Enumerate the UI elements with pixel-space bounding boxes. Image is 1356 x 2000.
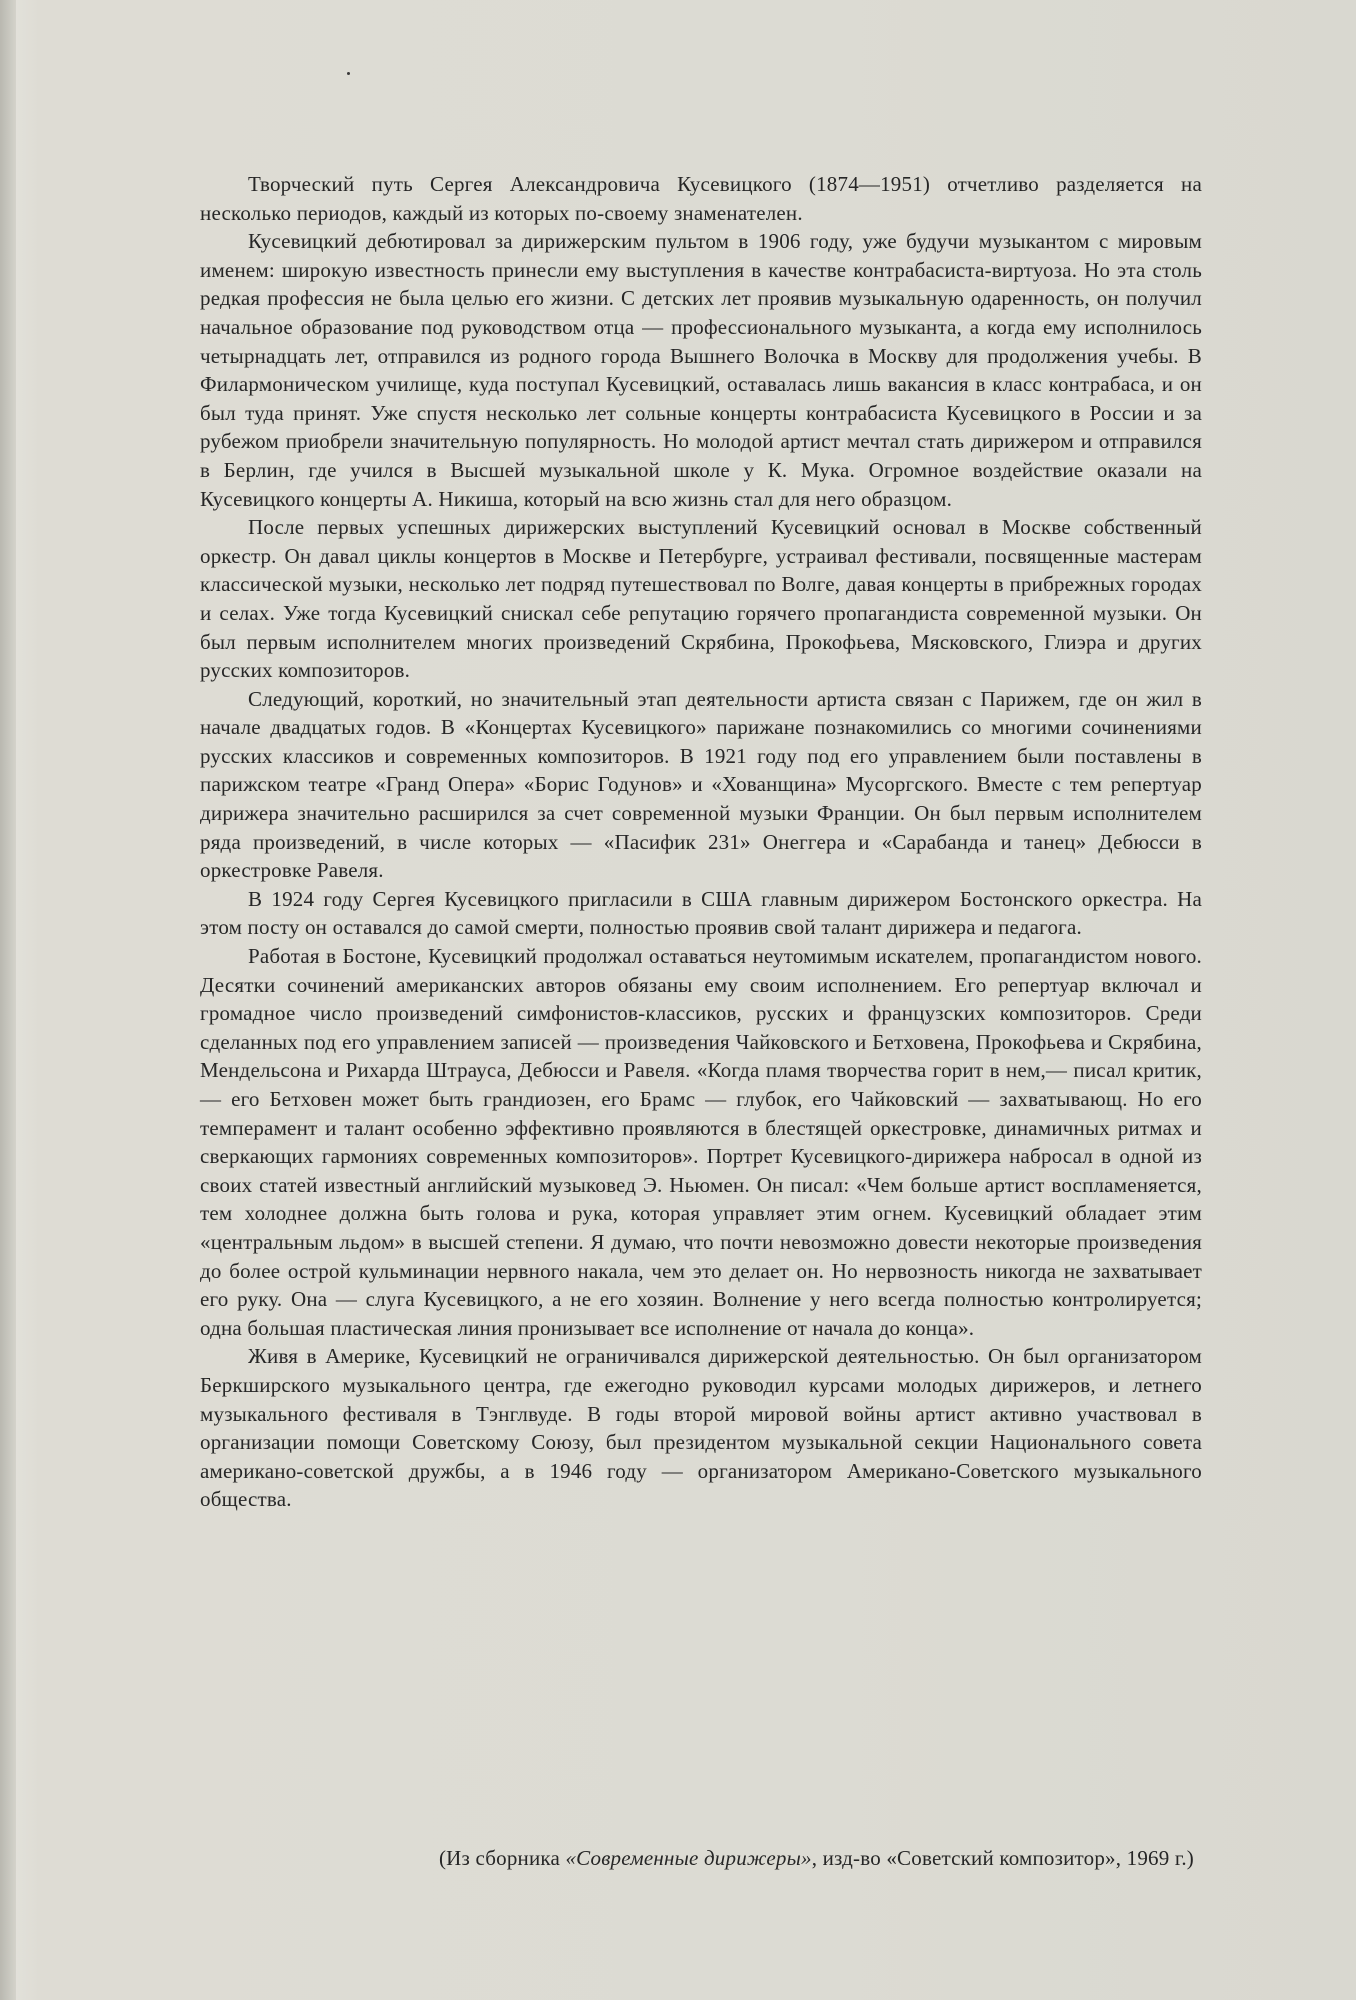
source-suffix: , изд-во «Советский композитор», 1969 г.) [811,1846,1194,1870]
source-citation [439,1844,1194,1872]
paragraph-intro: Творческий путь Сергея Александровича Кусевицкого (1874—1951) отчетливо разделяется на несколько периодов, каждый из которых по-своему знаменателен. [200,172,1202,225]
paragraph-america: Живя в Америке, Кусевицкий не ограничивался дирижерской деятельностью. Он был организатором Беркширского музыкального центра, где ежегодно руководил курсами молодых дирижеров, и летнего музыкального фестиваля в Тэнглвуде. В годы второй мировой войны артист активно участвовал в организации помощи Советскому Союзу, был президентом музыкальной секции Национального совета американо-советской дружбы, а в 1946 году — организатором Американо-Советского музыкального общества. [200,1344,1202,1512]
paragraph-paris: Следующий, короткий, но значительный этап деятельности артиста связан с Парижем, где он жил в начале двадцатых годов. В «Концертах Кусевицкого» парижане познакомились со многими сочинениями русских классиков и современных композиторов. В 1921 году под его управлением были поставлены в парижском театре «Гранд Опера» «Борис Годунов» и «Хованщина» Мусоргского. Вместе с тем репертуар дирижера значительно расширился за счет современной музыки Франции. Он был первым исполнителем ряда произведений, в числе которых — «Пасифик 231» Онеггера и «Сарабанда и танец» Дебюсси в оркестровке Равеля. [200,686,1202,883]
source-title: «Современные дирижеры» [565,1846,812,1870]
paper-speck [347,72,350,75]
paragraph-moscow-orchestra: После первых успешных дирижерских выступлений Кусевицкий основал в Москве собственный оркестр. Он давал циклы концертов в Москве и Петербурге, устраивал фестивали, посвященные мастерам классической музыки, несколько лет подряд путешествовал по Волге, давая концерты в прибрежных городах и селах. Уже тогда Кусевицкий снискал себе репутацию горячего пропагандиста современной музыки. Он был первым исполнителем многих произведений Скрябина, Прокофьева, Мясковского, Глиэра и других русских композиторов. [200,515,1202,683]
source-prefix: (Из сборника [438,1846,566,1870]
article-body [200,170,1202,1514]
binding-edge [0,0,16,2000]
paragraph-boston-invitation: В 1924 году Сергея Кусевицкого пригласили в США главным дирижером Бостонского оркестра. На этом посту он оставался до самой смерти, полностью проявив свой талант дирижера и педагога. [200,886,1202,940]
paragraph-debut: Кусевицкий дебютировал за дирижерским пультом в 1906 году, уже будучи музыкантом с мировым именем: широкую известность принесли ему выступления в качестве контрабасиста-виртуоза. Но эта столь редкая профессия не была целью его жизни. С детских лет проявив музыкальную одаренность, он получил начальное образование под руководством отца — профессионального музыканта, а когда ему исполнилось четырнадцать лет, отправился из родного города Вышнего Волочка в Москву для продолжения учебы. В Филармоническом училище, куда поступал Кусевицкий, оставалась лишь вакансия в класс контрабаса, и он был туда принят. Уже спустя несколько лет сольные концерты контрабасиста Кусевицкого в России и за рубежом приобрели значительную популярность. Но молодой артист мечтал стать дирижером и отправился в Берлин, где учился в Высшей музыкальной школе у К. Мука. Огромное воздействие оказали на Кусевицкого концерты А. Никиша, который на всю жизнь стал для него образцом. [200,229,1202,511]
paragraph-boston-work: Работая в Бостоне, Кусевицкий продолжал оставаться неутомимым искателем, пропагандистом нового. Десятки сочинений американских авторов обязаны ему своим исполнением. Его репертуар включал и громадное число произведений симфонистов-классиков, русских и французских композиторов. Среди сделанных под его управлением записей — произведения Чайковского и Бетховена, Прокофьева и Скрябина, Мендельсона и Рихарда Штрауса, Дебюсси и Равеля. «Когда пламя творчества горит в нем,— писал критик,— его Бетховен может быть грандиозен, его Брамс — глубок, его Чайковский — захватывающ. Но его темперамент и талант особенно эффективно проявляются в блестящей оркестровке, динамичных ритмах и сверкающих гармониях современных композиторов». Портрет Кусевицкого-дирижера набросал в одной из своих статей известный английский музыковед Э. Ньюмен. Он писал: «Чем больше артист воспламеняется, тем холоднее должна быть голова и рука, которая управляет этим огнем. Кусевицкий обладает этим «центральным льдом» в высшей степени. Я думаю, что почти невозможно довести некоторые произведения до более острой кульминации нервного накала, чем это делает он. Но нервозность никогда не захватывает его руку. Она — слуга Кусевицкого, а не его хозяин. Волнение у него всегда полностью контролируется; одна большая пластическая линия пронизывает все исполнение от начала до конца». [200,944,1202,1340]
